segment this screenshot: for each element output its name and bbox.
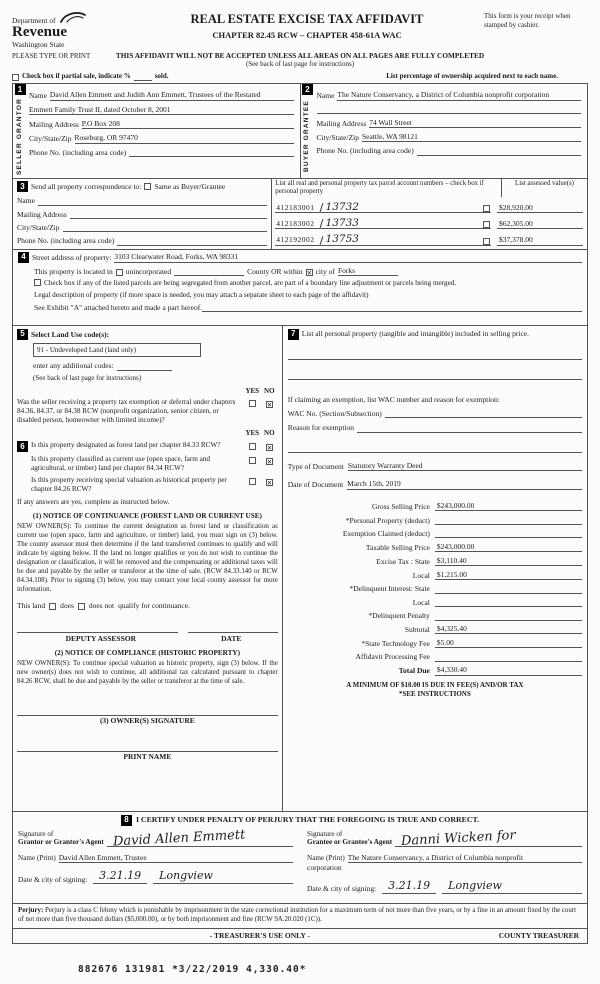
send-correspondence-label: Send all property correspondence to: [31,182,142,192]
buyer-mailing-value[interactable]: 74 Wall Street [369,118,581,128]
grantee-signature-value: Danni Wicken for [400,828,517,850]
fee-label: *Delinquent Interest: State [349,584,430,594]
parcel-account-cell-1[interactable] [275,202,491,214]
fee-row-delinquent-penalty [288,611,582,621]
section-4-number: 4 [18,252,29,263]
fee-label: Total Due [398,666,430,676]
treasurer-row [13,928,587,943]
legal-description-input[interactable] [202,303,582,312]
section-2-number: 2 [302,84,313,95]
certify-statement: I CERTIFY UNDER PENALTY OF PERJURY THAT THE FOREGOING IS TRUE AND CORRECT. [135,815,480,825]
partial-sale-label: Check box if partial sale, indicate % [22,72,131,81]
legal-description-value[interactable]: See Exhibit "A" attached hereto and made a part hereof. [34,303,203,313]
seller-citystatezip-label: City/State/Zip [29,134,72,144]
exemption-question-row [17,398,278,425]
does-not-label: does not [88,600,115,610]
current-use-no-checkbox[interactable]: ✕ [266,458,273,467]
fee-value[interactable]: $5.00 [435,638,582,648]
fee-value[interactable]: $3,110.40 [435,556,582,566]
dor-logo-top [12,10,130,25]
personal-property-input-2[interactable] [288,371,582,380]
fee-label: Excise Tax : State [376,556,430,566]
buyer-name-value[interactable]: The Nature Conservancy, a District of Columbia nonprofit corporation [337,90,581,100]
section-5-number: 5 [17,329,28,340]
seller-strip [13,84,27,178]
section-3 [13,178,587,249]
washington-state-label: Washington State [12,40,65,49]
buyer-name-row-2 [317,105,582,114]
parties-row [13,84,587,178]
fee-label: Gross Selling Price [371,502,430,512]
date-of-document-value[interactable]: March 15th, 2019 [347,479,582,489]
fee-label: *State Technology Fee [361,638,430,648]
deputy-labels [17,634,278,643]
partial-sale-row [12,72,588,81]
grantor-signature-row [18,827,293,850]
form-title: REAL ESTATE EXCISE TAX AFFIDAVIT [190,12,424,26]
wac-label: WAC No. (Section/Subsection) [287,409,382,419]
print-name-label: PRINT NAME [123,751,172,761]
sections-5-6-column [13,326,283,811]
parcel-account-cell-2[interactable] [275,218,491,230]
unincorporated-checkbox[interactable] [116,269,123,276]
yes-header-6: YES [245,429,260,438]
minimum-due-note: A MINIMUM OF $10.00 IS DUE IN FEE(S) AND/OR TAX [346,680,524,689]
fee-label: Exemption Claimed (deduct) [342,529,430,539]
assessed-value-2[interactable]: $62,305.00 [497,219,583,229]
qualify-label: qualify for continuance. [118,600,190,610]
partial-sale-percent-input[interactable] [134,72,152,81]
correspondence-mailing-row [17,210,267,219]
grantor-agent-label: Grantor or Grantor's Agent [18,838,104,847]
deputy-assessor-signature-line[interactable] [17,624,178,633]
perjury-note [13,903,587,928]
buyer-mailing-row [317,118,582,128]
does-not-checkbox[interactable] [78,603,85,610]
mid-sections [13,325,587,811]
city-value[interactable]: Forks [338,266,398,276]
grantee-date-value[interactable]: 3.21.19 [382,879,436,894]
fee-row-total-due [288,665,582,675]
section-3-number: 3 [17,181,28,192]
partial-sale-checkbox[interactable] [12,74,19,81]
buyer-name-row [317,90,582,100]
seller-phone-row [29,148,294,157]
seller-name-value[interactable]: David Allen Emmett and Judith Ann Emmett, Trustees of the Restated [50,90,294,100]
this-land-row [17,601,278,610]
fee-row-exemption [288,528,582,538]
fee-row-personal-property [288,515,582,525]
certify-row [18,815,582,826]
fee-value[interactable] [435,597,582,607]
continuance-text: NEW OWNER(S): To continue the current designation as forest land or classification as current use (open space, farm and agriculture, or timber) land, you must sign on (3) below. The county assessor must then determine if the land transferred continues to qualify and will indicate by signing below. If the land no longer qualifies or you do not wish to continue the designation or classification, it will be removed and the compensating or additional taxes will be due and payable by the seller or transferor at the time of sale. (RCW 84.33.140 or RCW 84.34.108). Prior to signing (3) below, you may contact your local county assessor for more information. [17,523,278,593]
buyer-fields [315,84,588,178]
segregated-note: Check box if any of the listed parcels are being segregated from another parcel, are part of a boundary line adjustment or parcels being merged. [44,279,457,288]
exemption-question: Was the seller receiving a property tax exemption or deferral under chapters 84.36, 84.37, or 84.38 RCW (nonprofit organization, senior citizen, or disabled person, homeowner with limited income)? [17,398,236,425]
parcel-row-2 [272,213,587,229]
parcel-account-2: 412183002 [276,219,315,229]
assessed-value-1[interactable]: $28,920.00 [497,203,583,213]
city-checkbox[interactable]: ✕ [306,269,313,278]
fee-label: Local [412,597,430,607]
fee-value[interactable]: $4,330.40 [435,665,582,675]
treasurer-use-only-label: - TREASURER'S USE ONLY - [209,930,310,940]
fee-value[interactable]: $1,215.00 [435,570,582,580]
fee-label: Local [412,570,430,580]
street-address-row [18,252,582,263]
warning-row [12,51,588,69]
fee-row-processing-fee [288,652,582,662]
fee-value[interactable] [435,515,582,525]
correspondence-block [13,179,271,249]
county-or-within-label: County OR within [247,266,303,276]
segregated-checkbox[interactable] [34,279,41,286]
grantor-date-city-row [18,869,293,884]
handwritten-slash-icon [319,203,323,212]
grantee-signature-labels [307,830,392,847]
compliance-text: NEW OWNER(S): To continue special valuation as historic property, sign (3) below. If the new owner(s) does not wish to continue, all additional tax calculated pursuant to chapter 84.26 RCW, shall be due and payable by the seller or transferor at the time of sale. [17,659,278,685]
same-as-buyer-checkbox[interactable] [144,183,151,190]
compliance-title: (2) NOTICE OF COMPLIANCE (HISTORIC PROPERTY) [54,648,240,657]
date-of-document-label: Date of Document [287,480,344,490]
buyer-mailing-label: Mailing Address [316,118,367,128]
legal-description-row [34,303,582,312]
historic-question-row [17,476,278,494]
fee-label: *Delinquent Penalty [368,611,430,621]
perjury-text: Perjury is a class C felony which is punishable by imprisonment in the state correctional institution for a maximum term of not more than five years, or by a fine in an amount fixed by the court of not more than five thousand dollars ($5,000.00), or by both imprisonment and fine (RCW 9A.20.020 (1C)). [18,906,577,923]
form-chapter: CHAPTER 82.45 RCW – CHAPTER 458-61A WAC [212,29,402,40]
section-8 [13,811,587,903]
seller-mailing-row [29,119,294,129]
department-of-label: Department of [12,15,56,25]
buyer-citystatezip-row [317,132,582,142]
yes-header: YES [245,386,260,395]
seller-fields [27,84,300,178]
buyer-name-blank[interactable] [317,105,582,114]
buyer-citystatezip-label: City/State/Zip [316,132,359,142]
type-of-document-label: Type of Document [287,461,344,471]
section-4 [13,249,587,325]
parcel-row-1 [272,197,587,213]
grantor-signature-labels [18,830,104,847]
parcel-account-3: 412192002 [276,235,315,245]
grantee-name-print-value-2: corporation [307,863,342,873]
fee-table [288,498,582,676]
print-name-line[interactable] [17,743,278,752]
assessed-header: List assessed value(s) [501,179,587,197]
unincorporated-label: unincorporated [125,266,172,276]
owner-signature-line[interactable] [17,707,278,716]
cashier-stamp: 882676 131981 *3/22/2019 4,330.40* [78,964,307,976]
assessed-value-3[interactable]: $37,378.00 [497,235,583,245]
reason-input[interactable] [357,424,582,433]
no-header: NO [264,386,275,395]
seller-grantor-label: SELLER GRANTOR [15,98,23,176]
correspondence-name-label: Name [17,196,35,206]
wac-row [288,409,582,418]
fee-value[interactable] [435,611,582,621]
owner-signature-label: (3) OWNER(S) SIGNATURE [99,715,195,725]
correspondence-citystatezip-label: City/State/Zip [17,222,60,232]
additional-codes-input[interactable] [117,362,172,371]
ownership-note: List percentage of ownership acquired next to each name. [386,72,558,81]
grantor-signature-block [18,827,293,894]
exemption-no-checkbox[interactable]: ✕ [266,401,273,410]
correspondence-header [17,181,267,192]
revenue-label: Revenue [12,24,67,40]
type-of-document-value[interactable]: Statutory Warranty Deed [348,461,582,471]
date-of-document-row [288,479,582,489]
seller-phone-input[interactable] [129,148,293,157]
section-7-column [283,326,587,811]
fee-row-subtotal [288,624,582,634]
personal-property-input-1[interactable] [288,351,582,360]
forest-no-checkbox[interactable]: ✕ [266,444,273,453]
correspondence-mailing-input[interactable] [70,210,268,219]
receipt-note: This form is your receipt when stamped by cashier. [484,12,571,29]
grantor-name-print-row [18,853,293,863]
section-8-number: 8 [121,815,132,826]
fee-row-excise-state [288,556,582,566]
fee-value[interactable]: $4,325.40 [435,624,582,634]
correspondence-name-row [17,196,267,205]
parcel-account-1: 412183001 [276,202,315,212]
does-checkbox[interactable] [49,603,56,610]
city-of-label: city of [315,266,335,276]
parcel-account-cell-3[interactable] [275,234,491,246]
grantee-signature-row [307,828,582,850]
reason-row [288,423,582,432]
continuance-title: (1) NOTICE OF CONTINUANCE (FOREST LAND OR CURRENT USE) [32,512,262,521]
fee-row-technology-fee [288,638,582,648]
buyer-phone-label: Phone No. (including area code) [316,146,414,156]
current-use-yes-checkbox[interactable] [249,457,256,464]
seller-section [13,84,300,178]
county-input[interactable] [174,267,244,276]
legal-description-label: Legal description of property (if more space is needed, you may attach a separate sheet to each page of the affidavit) [34,291,369,300]
seller-name-row [29,90,294,100]
same-as-buyer-label: Same as Buyer/Grantee [154,182,226,192]
buyer-phone-row [317,146,582,155]
fee-row-taxable [288,542,582,552]
see-back-note-2: (See back of last page for instructions) [33,373,142,382]
please-type-label: PLEASE TYPE OR PRINT [12,52,91,61]
grantor-date-city-label: Date & city of signing: [18,874,88,884]
exemption-intro: If claiming an exemption, list WAC number and reason for exemption: [287,394,500,404]
located-in-label: This property is located in [34,266,113,276]
deputy-assessor-label: DEPUTY ASSESSOR [65,634,136,644]
buyer-grantee-label: BUYER GRANTEE [303,100,311,173]
parcel-headers [272,179,587,197]
fee-value[interactable]: $243,000.00 [435,542,582,552]
segregated-row [34,279,582,288]
buyer-section [300,84,588,178]
yes-no-header-5 [17,387,278,396]
signature-columns [18,827,582,894]
forest-land-question: Is this property designated as forest land per chapter 84.33 RCW? [31,441,221,450]
personal-property-label: List all personal property (tangible and intangible) included in selling price. [301,328,529,338]
fee-value[interactable] [435,652,582,662]
parcel-header: List all real and personal property tax parcel account numbers – check box if personal property [275,180,484,196]
deputy-lines [17,624,278,633]
correspondence-citystatezip-row [17,223,267,232]
parcel-block [271,179,587,249]
grantor-signature-of-label: Signature of [18,829,54,838]
exemption-yes-checkbox[interactable] [249,400,256,407]
seller-mailing-value[interactable]: P.O Box 208 [82,119,294,129]
historic-yes-checkbox[interactable] [249,478,256,485]
parcel-handwritten-3: 13753 [325,233,359,246]
seller-name-label: Name [29,91,47,101]
see-instructions-note: *SEE INSTRUCTIONS [398,690,471,699]
grantee-date-city-label: Date & city of signing: [307,884,377,894]
grantor-date-value[interactable]: 3.21.19 [93,869,147,884]
buyer-phone-input[interactable] [417,147,581,156]
correspondence-mailing-label: Mailing Address [17,209,67,219]
partial-sale-sold-label: sold. [154,72,169,81]
additional-codes-row [33,361,278,370]
correspondence-phone-label: Phone No. (including area code) [17,236,115,246]
yes-no-header-6 [17,429,278,438]
street-address-label: Street address of property: [32,253,112,263]
deputy-date-label: DATE [221,634,242,644]
additional-codes-label: enter any additional codes: [33,361,114,371]
seller-mailing-label: Mailing Address [29,119,79,129]
section-7-number: 7 [288,329,299,340]
correspondence-name-input[interactable] [38,197,267,206]
fee-value[interactable] [435,584,582,594]
reason-input-2[interactable] [288,444,582,453]
wac-input[interactable] [385,409,582,418]
section-6-number: 6 [17,441,28,452]
type-of-document-row [288,461,582,471]
form-body [12,83,588,944]
buyer-name-label: Name [316,91,335,101]
title-block [130,8,484,40]
grantor-signature-value: David Allen Emmett [112,827,246,850]
header [12,8,588,49]
deputy-date-line[interactable] [188,624,278,633]
dor-logo [12,8,130,49]
personal-property-checkbox-1[interactable] [483,205,490,212]
current-use-question: Is this property classified as current use (open space, farm and agricultural, or timber) land per chapter 84.34 RCW? [31,455,211,473]
forest-yes-checkbox[interactable] [249,443,256,450]
grantor-name-print-value[interactable]: David Allen Emmett, Trustee [59,853,293,863]
land-use-label: Select Land Use code(s): [31,329,110,339]
grantee-name-print-label: Name (Print) [307,854,345,863]
grantor-name-print-label: Name (Print) [18,854,56,863]
forest-land-question-row [17,441,278,452]
seller-citystatezip-row [29,133,294,143]
fee-row-delinquent-interest-state [288,584,582,594]
fee-row-excise-local [288,570,582,580]
handwritten-slash-icon [319,236,323,245]
fee-label: Subtotal [404,625,430,635]
does-label: does [60,600,74,610]
grantee-signature-line[interactable] [395,828,582,850]
grantor-signature-line[interactable] [107,827,293,850]
parcel-row-3 [272,229,587,245]
seller-name-value-2[interactable]: Emmett Family Trust II, dated October 8, 2001 [29,105,294,115]
fee-value[interactable]: $243,000.00 [435,501,582,511]
fee-row-delinquent-interest-local [288,597,582,607]
section-1-number: 1 [15,84,26,95]
not-accepted-warning: THIS AFFIDAVIT WILL NOT BE ACCEPTED UNLESS ALL AREAS ON ALL PAGES ARE FULLY COMPLETED [115,51,485,61]
parcel-handwritten-2: 13733 [325,216,359,229]
seller-phone-label: Phone No. (including area code) [29,147,127,157]
historic-question: Is this property receiving special valuation as historical property per chapter 84.26 RCW? [31,476,227,494]
grantee-signature-block [307,830,582,894]
historic-no-checkbox[interactable]: ✕ [266,479,273,488]
property-location-row [34,266,582,276]
seller-name-row-2 [29,105,294,115]
buyer-citystatezip-value[interactable]: Seattle, WA 98121 [362,132,581,142]
handwritten-slash-icon [319,220,323,229]
if-yes-note: If any answers are yes, complete as instructed below. [17,498,170,507]
personal-property-checkbox-3[interactable] [483,238,490,245]
this-land-label: This land [17,600,46,610]
grantee-city-value[interactable]: Longview [442,879,582,894]
correspondence-citystatezip-input[interactable] [63,223,268,232]
parcel-handwritten-1: 13732 [325,200,359,213]
grantor-city-value[interactable]: Longview [153,869,293,884]
current-use-question-row [17,455,278,473]
fee-label: Affidavit Processing Fee [355,652,430,662]
grantee-agent-label: Grantee or Grantee's Agent [307,838,393,847]
street-address-value[interactable]: 3103 Clearwater Road, Forks, WA 98331 [114,252,582,262]
fee-label: Taxable Selling Price [365,542,430,552]
no-header-6: NO [264,429,275,438]
fee-value[interactable] [435,528,582,538]
seller-citystatezip-value[interactable]: Roseburg, OR 97470 [75,133,294,143]
county-treasurer-label: COUNTY TREASURER [498,930,579,940]
personal-property-checkbox-2[interactable] [483,221,490,228]
grantee-name-print-row [307,853,582,863]
fee-row-gross [288,501,582,511]
land-use-code-value[interactable]: 91 - Undeveloped Land (land only) [33,343,201,358]
grantee-name-print-value[interactable]: The Nature Conservancy, a District of Columbia nonprofit [348,853,582,863]
correspondence-phone-input[interactable] [117,237,267,246]
correspondence-phone-row [17,236,267,245]
perjury-label: Perjury: [18,906,44,914]
personal-property-header [288,329,582,340]
see-back-note: (See back of last page for instructions) [245,60,355,69]
dor-swirl-icon [59,10,87,25]
grantee-signature-of-label: Signature of [307,829,343,838]
fee-label: *Personal Property (deduct) [345,515,430,525]
grantee-date-city-row [307,879,582,894]
land-use-header [17,329,278,340]
reason-label: Reason for exemption [287,423,354,433]
buyer-strip [301,84,315,178]
